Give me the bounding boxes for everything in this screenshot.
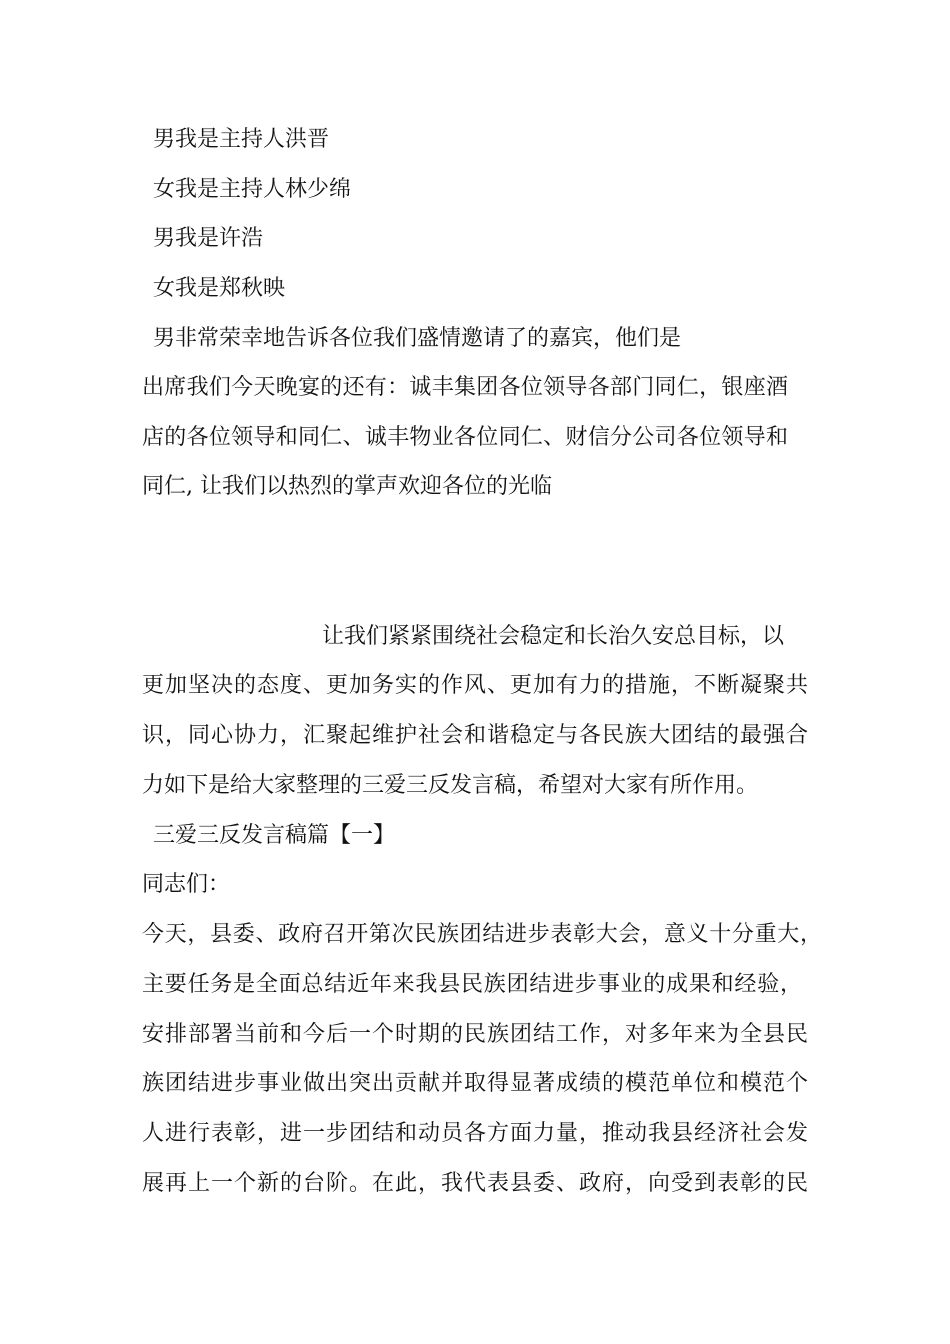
text-line: 安排部署当前和今后一个时期的民族团结工作，对多年来为全县民 <box>142 1022 808 1047</box>
text-line: 展再上一个新的台阶。在此，我代表县委、政府，向受到表彰的民 <box>142 1171 808 1196</box>
text-line: 今天，县委、政府召开第次民族团结进步表彰大会，意义十分重大， <box>142 922 822 947</box>
text-line: 同仁, 让我们以热烈的掌声欢迎各位的光临 <box>142 474 552 499</box>
text-line: 更加坚决的态度、更加务实的作风、更加有力的措施，不断凝聚共 <box>142 673 808 698</box>
salutation: 同志们： <box>142 872 231 897</box>
text-line: 男我是许浩 <box>153 226 264 251</box>
text-line: 主要任务是全面总结近年来我县民族团结进步事业的成果和经验， <box>142 972 802 997</box>
text-line: 出席我们今天晚宴的还有：诚丰集团各位领导各部门同仁，银座酒 <box>142 375 788 400</box>
section-heading: 三爱三反发言稿篇【一】 <box>153 823 396 848</box>
text-line: 女我是郑秋映 <box>153 276 286 301</box>
text-line: 男非常荣幸地告诉各位我们盛情邀请了的嘉宾，他们是 <box>153 326 682 351</box>
text-line: 女我是主持人林少绵 <box>153 177 352 202</box>
text-line: 识，同心协力，汇聚起维护社会和谐稳定与各民族大团结的最强合 <box>142 723 808 748</box>
text-line: 店的各位领导和同仁、诚丰物业各位同仁、财信分公司各位领导和 <box>142 425 788 450</box>
text-line: 让我们紧紧围绕社会稳定和长治久安总目标，以 <box>322 624 785 649</box>
text-line: 男我是主持人洪晋 <box>153 127 330 152</box>
text-line: 人进行表彰，进一步团结和动员各方面力量，推动我县经济社会发 <box>142 1121 808 1146</box>
text-line: 族团结进步事业做出突出贡献并取得显著成绩的模范单位和模范个 <box>142 1071 808 1096</box>
text-line: 力如下是给大家整理的三爱三反发言稿，希望对大家有所作用。 <box>142 773 759 798</box>
